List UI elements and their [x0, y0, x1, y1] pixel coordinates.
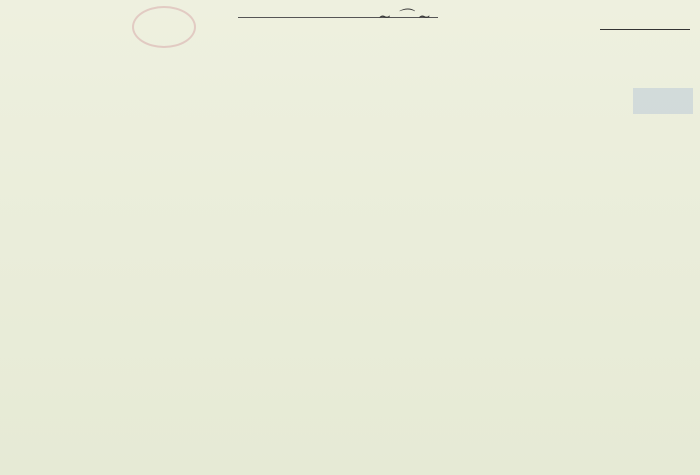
faded-seal [132, 6, 196, 48]
interventor-signature: ~ ⌒ ~ [378, 7, 431, 26]
observaciones-shade [633, 88, 693, 114]
folio-underline [600, 29, 690, 30]
